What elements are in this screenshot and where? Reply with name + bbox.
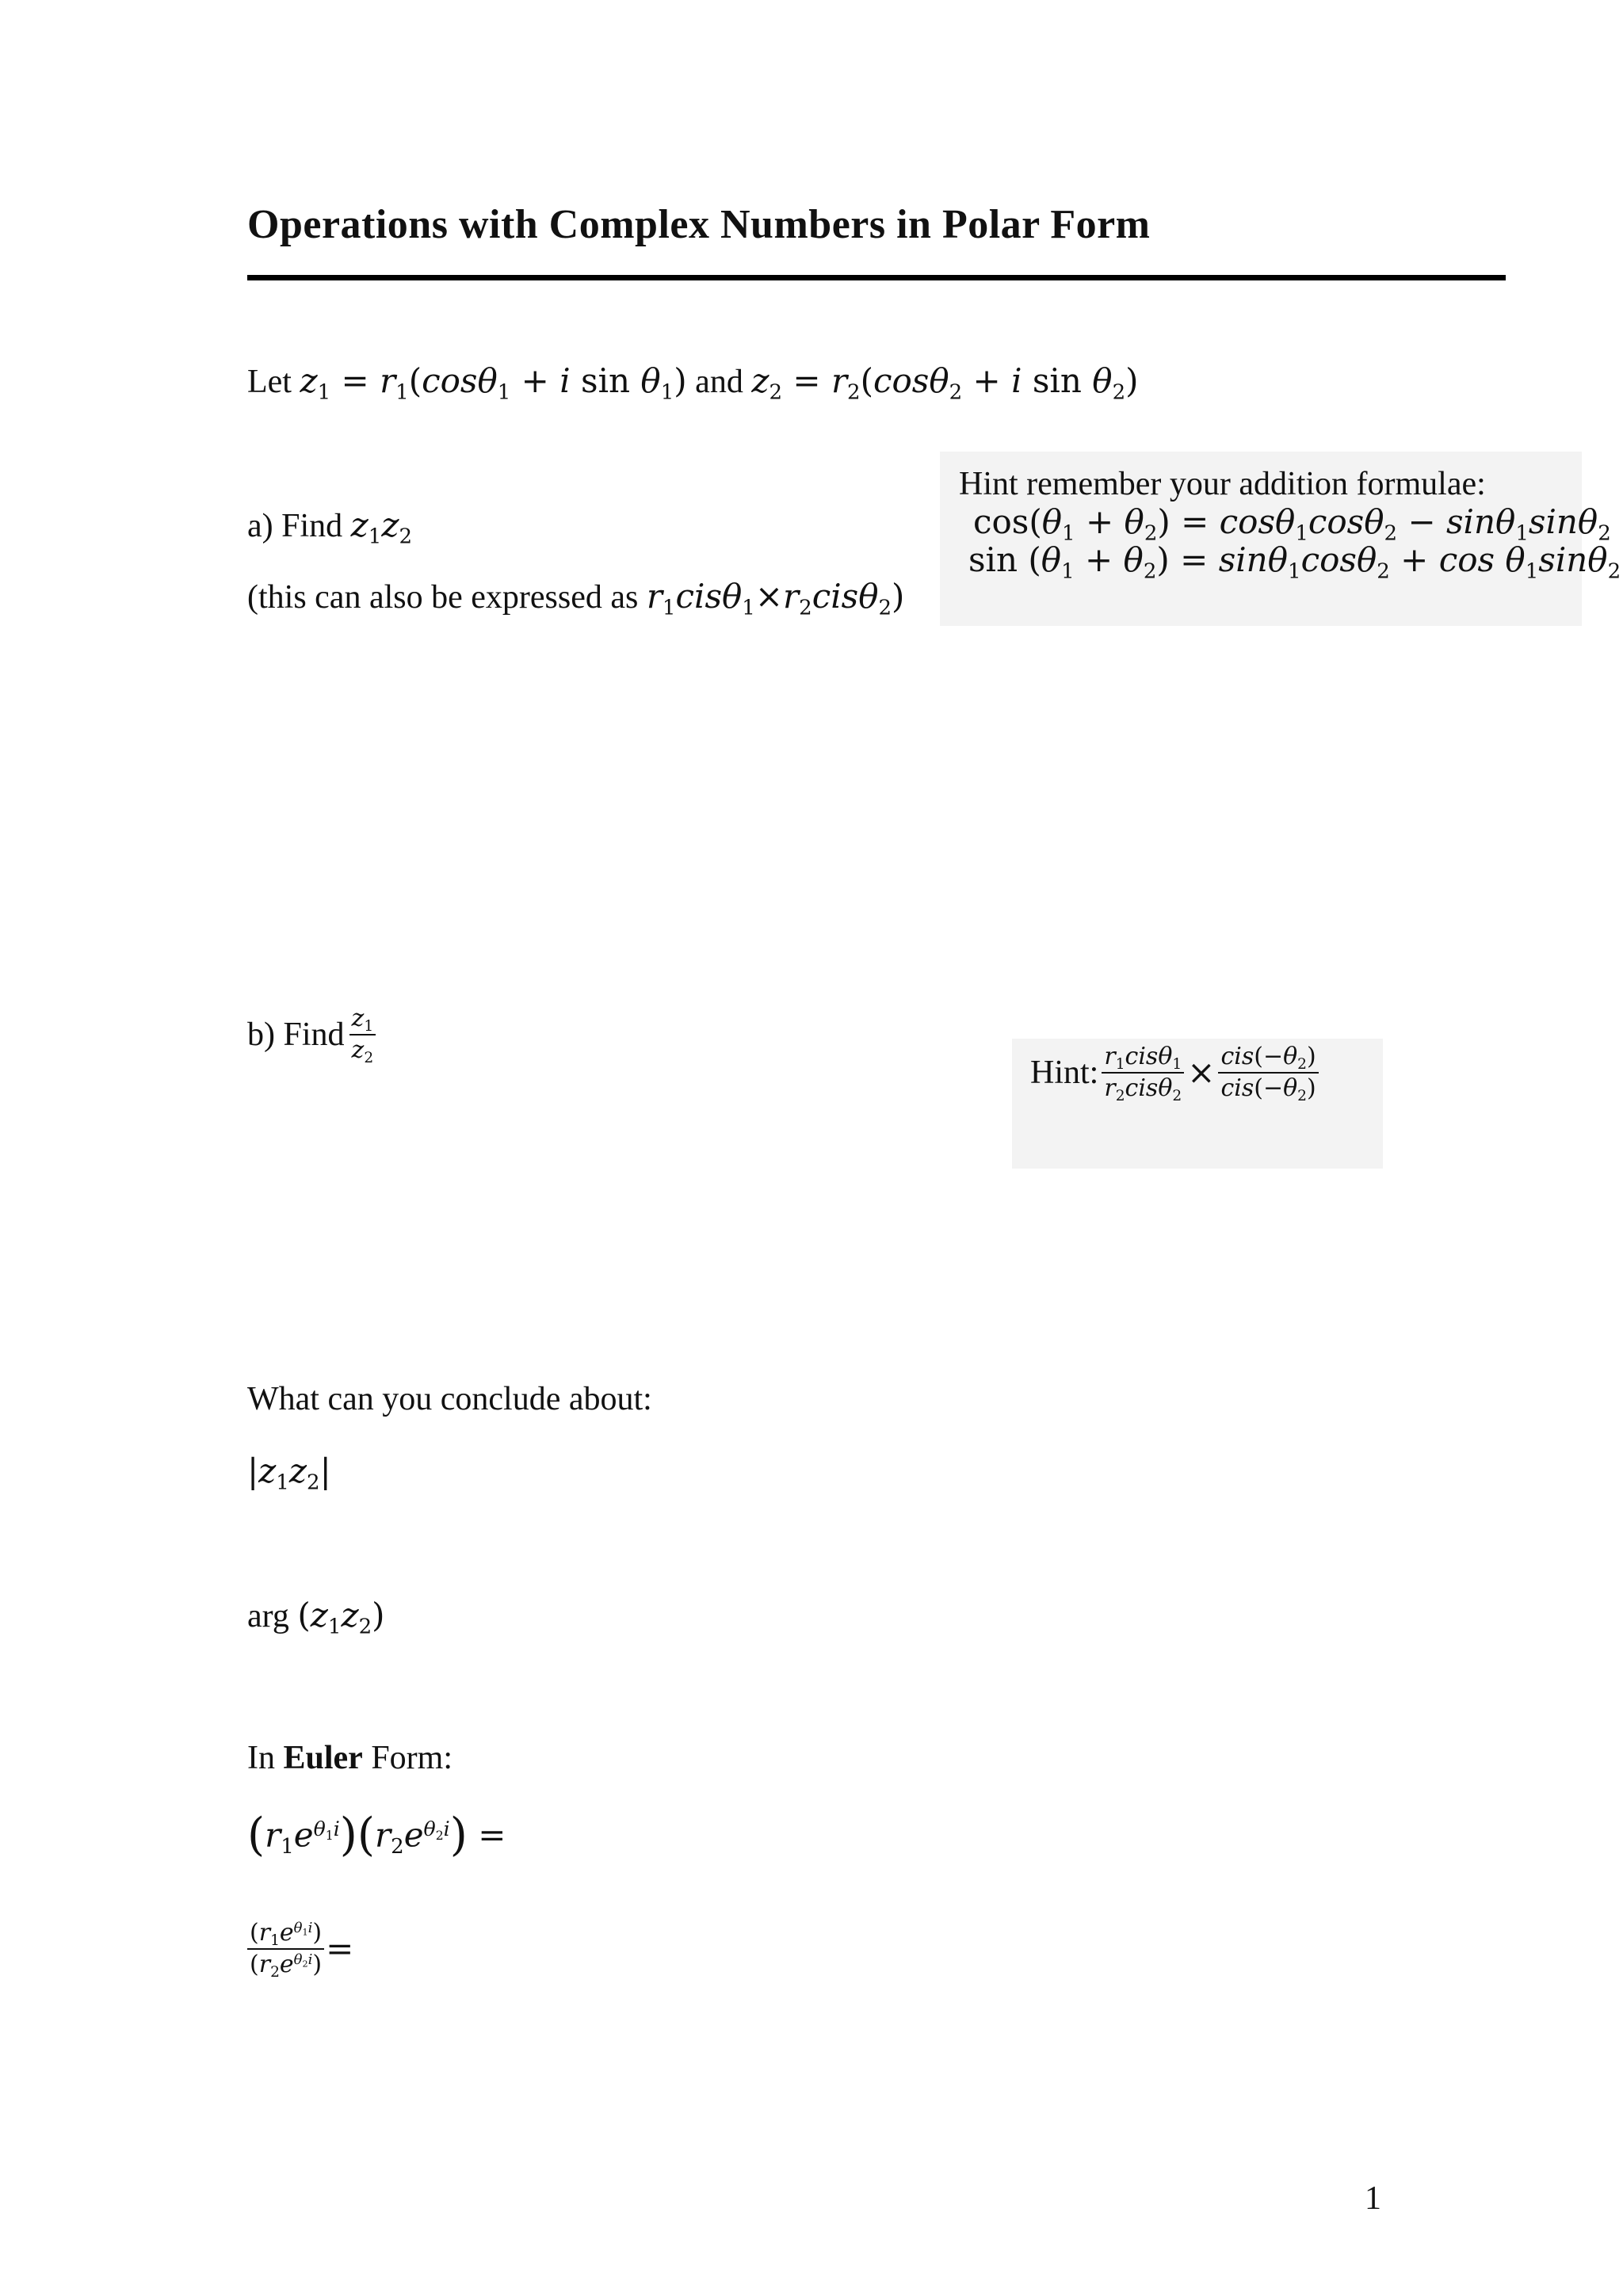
hint-b (1030, 1043, 1319, 1104)
cis-product-expression: $r_1cis\theta_1\times r_2cis\theta_2$) (646, 577, 905, 620)
hint-b-fraction-right: $\frac{cis(-\theta_2)}{cis(-\theta_2)}$ (1218, 1044, 1318, 1100)
z2-definition: $z_2 = r_2(\cos\theta_2 + i$ $\sin \theta_2$) (751, 361, 1139, 405)
part-a-note-text: (this can also be expressed as (247, 579, 639, 616)
modulus-expression: $|z_1z_2|$ (247, 1451, 331, 1495)
title-rule (247, 275, 1506, 280)
z1-definition: $z_1 = r_1(\cos\theta_1 + i$ $\sin \theta_1$) (300, 361, 687, 405)
part-b-prompt (247, 1005, 376, 1066)
euler-suffix: Form: (371, 1740, 453, 1776)
quotient-fraction: $\frac{z_1}{z_2}$ (349, 1006, 376, 1062)
part-a-note (247, 577, 905, 620)
argument-line (247, 1596, 385, 1639)
part-a-prompt (247, 505, 413, 549)
euler-quotient-line (247, 1919, 354, 1981)
hint-b-label: Hint: (1030, 1054, 1099, 1091)
intro-line (247, 361, 1139, 405)
euler-heading (247, 1741, 453, 1775)
argument-expression: $(z_1z_2)$ (297, 1596, 385, 1639)
hint-b-fraction-left: $\frac{r_1cis\theta_1}{r_2cis\theta_2}$ (1102, 1044, 1184, 1100)
part-a-label: a) Find (247, 508, 343, 544)
euler-quotient-fraction: $\frac{(r_1e^{\theta_1i})}{(r_2e^{\theta_2i})}$ (247, 1920, 324, 1977)
arg-label: arg (247, 1598, 289, 1634)
sine-addition-formula: $\sin (\theta_1 + \theta_2) = \sin\theta_1\cos\theta_2 + \cos \theta_1\sin\theta_2$ (968, 540, 1621, 584)
intro-let-word: Let (247, 364, 292, 400)
euler-prefix: In (247, 1740, 275, 1776)
euler-bold-word: Euler (283, 1740, 363, 1776)
intro-and-word: and (695, 364, 743, 400)
conclude-prompt: What can you conclude about: (247, 1381, 652, 1417)
part-b-label: b) Find (247, 1016, 345, 1053)
hint-a-heading: Hint remember your addition formulae: (959, 466, 1486, 502)
page-number: 1 (1365, 2180, 1381, 2217)
product-expression: $z_1z_2$ (350, 505, 413, 549)
hint-b-times-sign: × (1187, 1052, 1216, 1092)
page-title: Operations with Complex Numbers in Polar Form (247, 202, 1151, 247)
euler-product-expression: $(r_1e^{\theta_1i})(r_2e^{\theta_2i})$ = (247, 1809, 506, 1861)
euler-quotient-equals: = (326, 1928, 354, 1968)
cosine-addition-formula: $\cos(\theta_1 + \theta_2) = \cos\theta_1\cos\theta_2 - \sin\theta_1\sin\theta_2$ (973, 502, 1611, 546)
